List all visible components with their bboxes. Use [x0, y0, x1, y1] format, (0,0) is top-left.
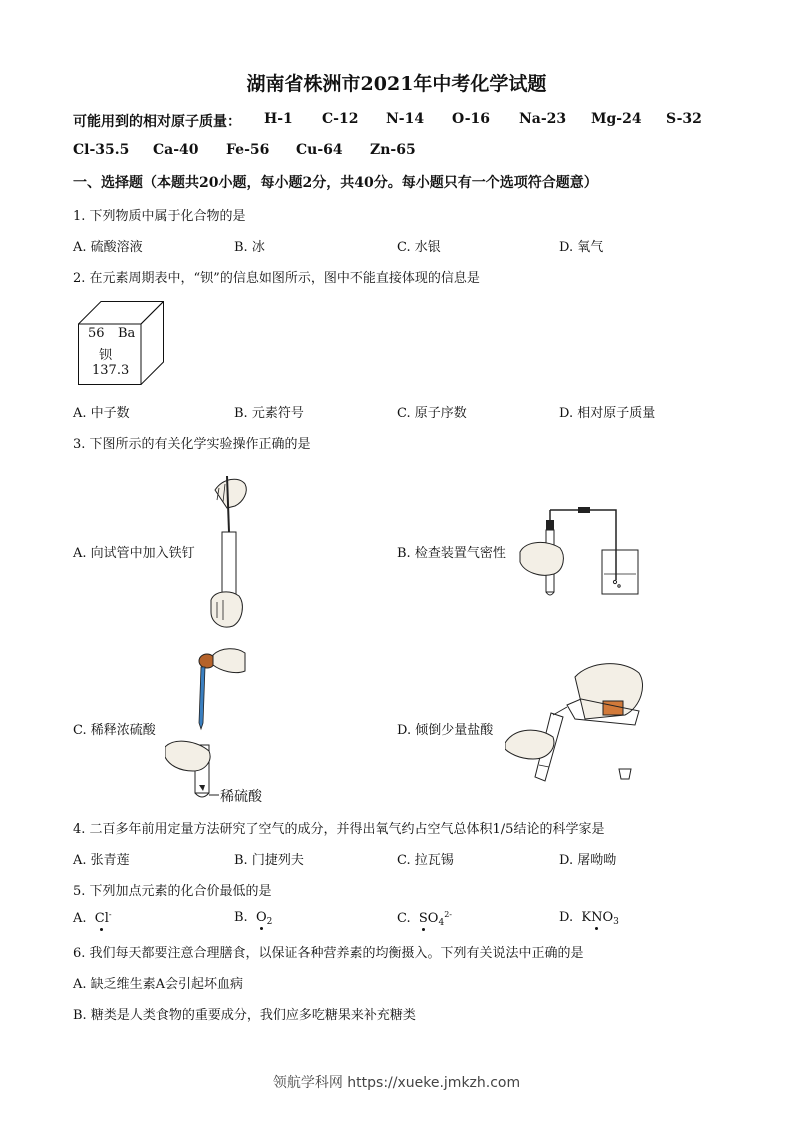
q5-b-prefix: B. [234, 910, 248, 925]
element-symbol: Ba [118, 326, 136, 341]
q5-d-prefix: D. [559, 910, 574, 925]
q2-option-b: B. 元素符号 [234, 406, 304, 421]
q5-b-subscript: 2 [266, 917, 273, 927]
page-title: 湖南省株洲市2021年中考化学试题 [246, 73, 547, 95]
mass-cl: Cl-35.5 [73, 142, 130, 158]
q3-option-a: A. 向试管中加入铁钉 [73, 546, 195, 561]
masses-label: 可能用到的相对原子质量： [73, 114, 241, 130]
q5-option-d [559, 910, 619, 927]
q3-option-b: B. 检查装置气密性 [397, 546, 506, 561]
figure-a-drawing [205, 472, 255, 632]
q1-stem: 1. 下列物质中属于化合物的是 [73, 209, 246, 224]
element-name: 钡 [99, 348, 113, 363]
q5-d-rest: O [602, 910, 614, 925]
mass-ca: Ca-40 [153, 142, 199, 158]
footer-watermark: 领航学科网 https://xueke.jmkzh.com [272, 1075, 521, 1091]
q5-a-prefix: A. [73, 911, 87, 926]
q2-stem: 2. 在元素周期表中，“钡”的信息如图所示，图中不能直接体现的信息是 [73, 271, 480, 286]
q6-option-b: B. 糖类是人类食物的重要成分，我们应多吃糖果来补充糖类 [73, 1008, 416, 1023]
element-mass: 137.3 [92, 363, 130, 378]
q4-stem: 4. 二百多年前用定量方法研究了空气的成分，并得出氧气约占空气总体积1/5结论的科学家是 [73, 822, 605, 837]
mass-zn: Zn-65 [370, 142, 416, 158]
mass-na: Na-23 [519, 111, 567, 127]
q5-c-dotted-element: S [418, 911, 428, 926]
mass-fe: Fe-56 [226, 142, 270, 158]
q5-option-b [234, 910, 272, 927]
q3-stem: 3. 下图所示的有关化学实验操作正确的是 [73, 437, 311, 452]
q4-option-c: C. 拉瓦锡 [397, 853, 454, 868]
q1-option-a: A. 硫酸溶液 [73, 240, 143, 255]
q6-stem: 6. 我们每天都要注意合理膳食，以保证各种营养素的均衡摄入。下列有关说法中正确的是 [73, 946, 584, 961]
q5-c-subscript: 4 [438, 918, 445, 928]
q5-d-pre: K [581, 910, 592, 925]
mass-h: H-1 [264, 111, 293, 127]
section-heading: 一、选择题（本题共20小题，每小题2分，共40分。每小题只有一个选项符合题意） [73, 175, 598, 191]
q1-option-c: C. 水银 [397, 240, 441, 255]
q5-a-charge: - [108, 910, 112, 919]
q5-c-rest: O [427, 911, 439, 926]
q4-option-b: B. 门捷列夫 [234, 853, 304, 868]
mass-o: O-16 [452, 111, 491, 127]
q5-option-c [397, 910, 452, 928]
dilute-acid-label: 稀硫酸 [220, 789, 262, 805]
q3-option-d: D. 倾倒少量盐酸 [397, 723, 494, 738]
q2-option-c: C. 原子序数 [397, 406, 467, 421]
mass-s: S-32 [666, 111, 702, 127]
q5-d-dotted-element: N [591, 910, 603, 925]
mass-mg: Mg-24 [591, 111, 642, 127]
q5-stem: 5. 下列加点元素的化合价最低的是 [73, 884, 272, 899]
mass-c: C-12 [322, 111, 359, 127]
q2-option-a: A. 中子数 [73, 406, 130, 421]
q5-d-subscript: 3 [613, 917, 619, 927]
q5-c-prefix: C. [397, 911, 411, 926]
q6-option-a: A. 缺乏维生素A会引起坏血病 [73, 977, 244, 992]
figure-b-drawing [518, 500, 643, 600]
q1-option-d: D. 氧气 [559, 240, 604, 255]
mass-cu: Cu-64 [296, 142, 343, 158]
q5-b-dotted-element: O [255, 910, 267, 925]
q2-option-d: D. 相对原子质量 [559, 406, 656, 421]
q4-option-a: A. 张青莲 [73, 853, 130, 868]
element-cell-ba [78, 301, 164, 385]
q4-option-d: D. 屠呦呦 [559, 853, 617, 868]
element-number: 56 [88, 326, 105, 341]
figure-d-drawing [505, 655, 650, 790]
q5-option-a [73, 910, 112, 926]
mass-n: N-14 [386, 111, 425, 127]
q5-a-dotted-element: Cl [94, 911, 109, 926]
q5-c-charge: 2- [444, 910, 452, 919]
q1-option-b: B. 冰 [234, 240, 265, 255]
q3-option-c: C. 稀释浓硫酸 [73, 723, 156, 738]
figure-c-drawing [165, 645, 250, 805]
